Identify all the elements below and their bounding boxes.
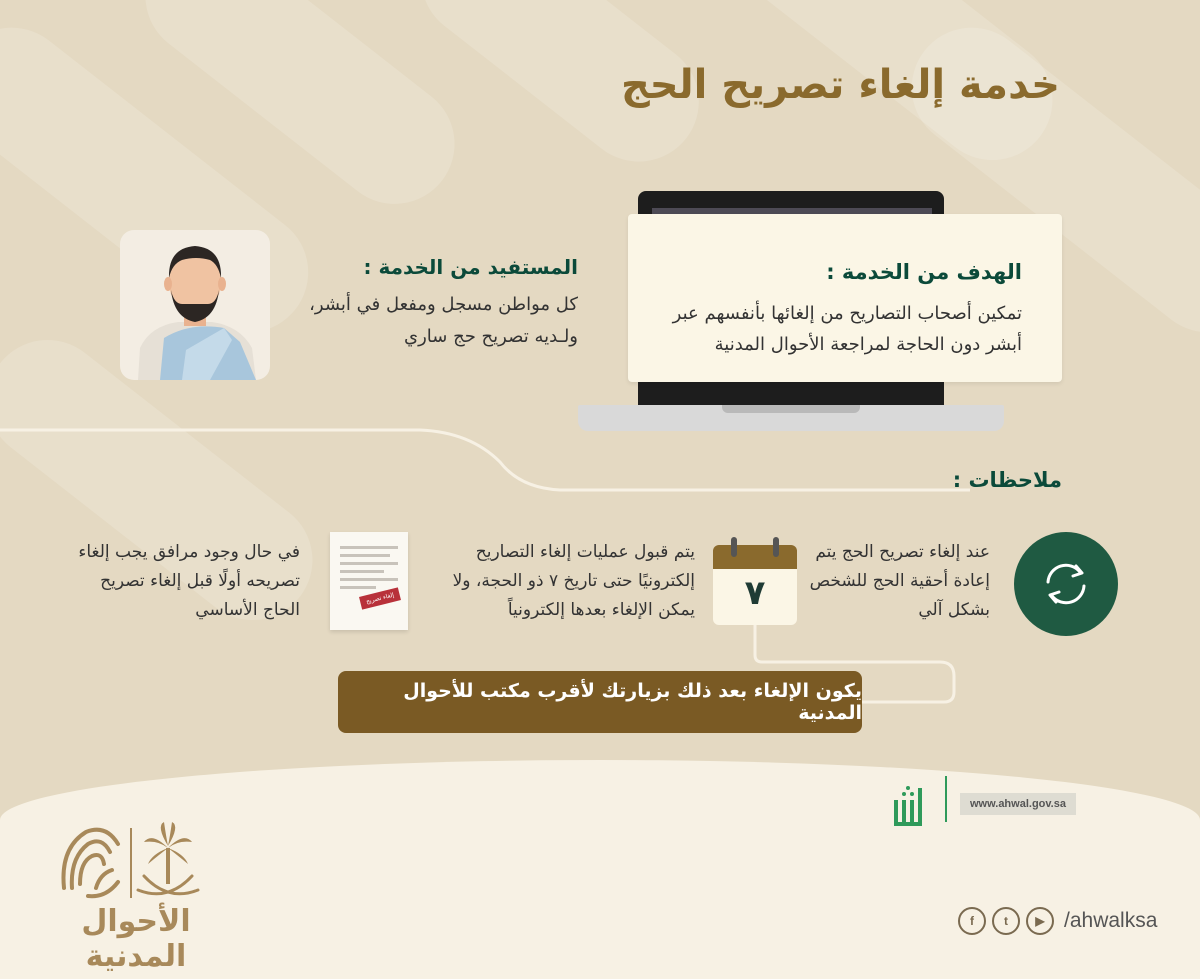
absher-divider	[945, 776, 947, 822]
beneficiary-text: كل مواطن مسجل ومفعل في أبشر، ولـديه تصريح حج ساري	[309, 294, 578, 347]
social-handle[interactable]: /ahwalksa	[1064, 909, 1158, 932]
youtube-icon[interactable]: ▶	[1026, 907, 1054, 935]
calendar-day: ٧	[744, 573, 766, 613]
website-url[interactable]: www.ahwal.gov.sa	[960, 793, 1076, 815]
note-companion: في حال وجود مرافق يجب إلغاء تصريحه أولًا قبل إلغاء تصريح الحاج الأساسي	[78, 542, 300, 620]
social-links	[958, 906, 1157, 936]
beneficiary-heading: المستفيد من الخدمة :	[363, 255, 578, 279]
notes-heading: ملاحظات :	[952, 468, 1062, 492]
agency-name: الأحوال المدنية	[81, 904, 191, 974]
facebook-icon[interactable]: f	[958, 907, 986, 935]
note-auto-restore: عند إلغاء تصريح الحج يتم إعادة أحقية الحج للشخص بشكل آلي	[809, 542, 990, 620]
agency-logo	[56, 818, 206, 918]
note-deadline: يتم قبول عمليات إلغاء التصاريح إلكترونيًا حتى تاريخ ٧ ذو الحجة، ولا يمكن الإلغاء بعدها إلكترونياً	[452, 542, 695, 620]
laptop-notch	[722, 405, 860, 413]
page-title: خدمة إلغاء تصريح الحج	[620, 62, 1060, 108]
office-visit-banner	[338, 671, 862, 733]
pilgrim-avatar	[120, 230, 270, 380]
goal-card	[628, 214, 1062, 382]
banner-text: يكون الإلغاء بعد ذلك بزيارتك لأقرب مكتب للأحوال المدنية	[403, 680, 862, 724]
pilgrim-icon	[120, 230, 270, 380]
document-icon	[330, 532, 408, 630]
calendar-icon	[713, 545, 797, 625]
goal-heading: الهدف من الخدمة :	[826, 260, 1022, 284]
absher-logo	[890, 778, 930, 832]
goal-text: تمكين أصحاب التصاريح من إلغائها بأنفسهم عبر أبشر دون الحاجة لمراجعة الأحوال المدنية	[672, 303, 1022, 355]
refresh-icon	[1014, 532, 1118, 636]
beneficiary-section	[300, 255, 578, 353]
twitter-icon[interactable]: t	[992, 907, 1020, 935]
cancel-stamp: إلغاء تصريح	[359, 587, 401, 609]
